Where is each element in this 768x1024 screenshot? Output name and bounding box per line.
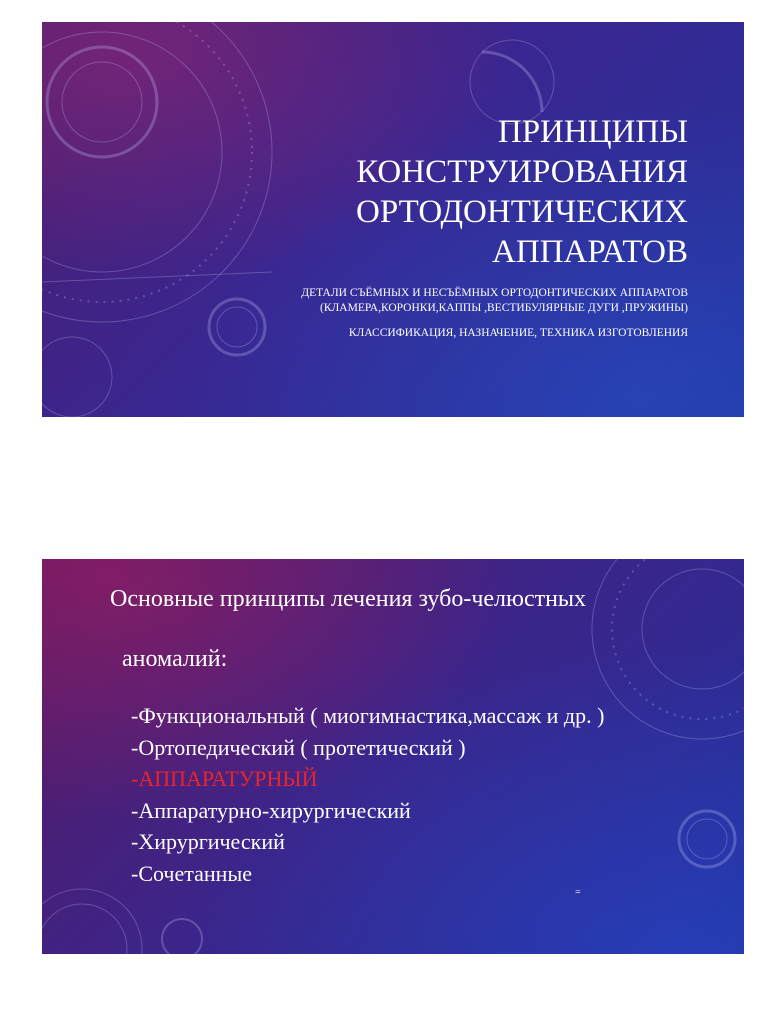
- list-item: -Сочетанные: [131, 860, 252, 886]
- list-item: -Ортопедический ( протетический ): [131, 734, 466, 760]
- list-item: -Хирургический: [131, 829, 285, 854]
- title-line-3: ОРТОДОНТИЧЕСКИХ: [356, 194, 688, 230]
- list-item-highlighted: -АППАРАТУРНЫЙ: [131, 766, 318, 791]
- title-line-2: КОНСТРУИРОВАНИЯ: [356, 154, 688, 190]
- principles-list: [131, 700, 604, 889]
- list-item: -Функциональный ( миогимнастика,массаж и др. ): [131, 703, 605, 728]
- title-block: [268, 112, 688, 341]
- small-mark: =: [575, 887, 581, 898]
- slide-heading-continuation: аномалий:: [122, 646, 228, 672]
- title-slide: [42, 22, 744, 417]
- slide-subtitle-2: КЛАССИФИКАЦИЯ, НАЗНАЧЕНИЕ, ТЕХНИКА ИЗГОТОВЛЕНИЯ: [348, 327, 688, 339]
- principles-slide: [42, 559, 744, 954]
- title-line-1: ПРИНЦИПЫ: [497, 114, 688, 150]
- slide-subtitle: ДЕТАЛИ СЪЁМНЫХ И НЕСЪЁМНЫХ ОРТОДОНТИЧЕСКИХ АППАРАТОВ (КЛАМЕРА,КОРОНКИ,КАППЫ ,ВЕСТИБУЛЯРНЫЕ ДУГИ ,ПРУЖИНЫ): [301, 287, 688, 314]
- title-line-4: АППАРАТОВ: [492, 234, 688, 270]
- slide-heading: Основные принципы лечения зубо-челюстных: [110, 586, 587, 612]
- list-item: -Аппаратурно-хирургический: [131, 797, 411, 823]
- slide-title: [268, 112, 688, 272]
